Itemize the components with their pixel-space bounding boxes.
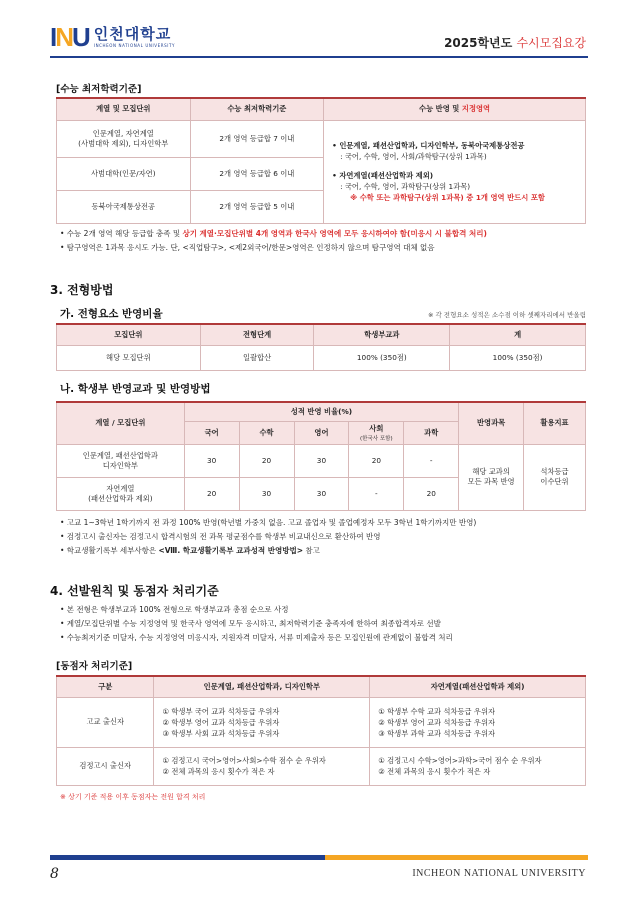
tie-header-type: 구분 <box>57 676 154 697</box>
document-title: 2025학년도 수시모집요강 <box>444 36 586 50</box>
ratio-header-unit: 모집단위 <box>57 324 201 345</box>
subsection-b-title: 나. 학생부 반영교과 및 반영방법 <box>60 383 211 395</box>
subject-notes <box>60 516 476 558</box>
record-subject-table <box>56 401 586 511</box>
subject-row-unit: 인문계열, 패션산업학과 디자인학부 <box>57 444 185 477</box>
principle-item: • 수능최저기준 미달자, 수능 지정영역 미응시자, 지원자격 미달자, 서류 미제출자 등은 모집인원에 관계없이 불합격 처리 <box>60 633 453 642</box>
subject-row-value: 30 <box>294 477 349 510</box>
csat-row-criteria: 2개 영역 등급합 7 이내 <box>190 120 324 157</box>
page-number: 8 <box>50 866 59 882</box>
csat-label: [수능 최저학력기준] <box>56 84 142 95</box>
tie-break-label: [동점자 처리기준] <box>56 661 133 672</box>
ratio-cell-record: 100% (350점) <box>314 345 450 370</box>
selection-principles <box>60 603 453 645</box>
section-3-title: 3. 전형방법 <box>50 283 114 297</box>
csat-row-criteria: 2개 영역 등급합 5 이내 <box>190 190 324 223</box>
csat-table <box>56 97 586 224</box>
tie-row-science: ① 학생부 수학 교과 석차등급 우위자 ② 학생부 영어 교과 석차등급 우위자 ③ 학생부 과학 교과 석차등급 우위자 <box>370 697 586 747</box>
ratio-header-total: 계 <box>450 324 586 345</box>
csat-header-criteria: 수능 최저학력기준 <box>190 98 324 120</box>
csat-row-unit: 동북아국제통상전공 <box>57 190 191 223</box>
principle-item: • 계열/모집단위별 수능 지정영역 및 한국사 영역에 모두 응시하고, 최저학력기준 충족자에 한하여 최종합격자로 선발 <box>60 619 441 628</box>
subject-header-course: 반영과목 <box>459 402 524 444</box>
subject-row-value: 30 <box>294 444 349 477</box>
subject-header-english: 영어 <box>294 421 349 444</box>
subject-note-1: • 고교 1~3학년 1학기까지 전 과정 100% 반영(학년별 가중치 없음. 고교 졸업자 및 졸업예정자 모두 3학년 1학기까지만 반영) <box>60 518 477 527</box>
csat-note-2: • 탐구영역은 1과목 응시도 가능. 단, <직업탐구>, <제2외국어/한문>영역은 인정하지 않으며 탐구영역 대체 없음 <box>60 243 435 252</box>
principle-item: • 본 전형은 학생부교과 100% 전형으로 학생부교과 총점 순으로 사정 <box>60 605 289 614</box>
tie-row-type: 검정고시 출신자 <box>57 747 154 785</box>
tie-row-science: ① 검정고시 수학>영어>과학>국어 점수 순 우위자 ② 전체 과목의 응시 횟수가 적은 자 <box>370 747 586 785</box>
subject-index-cell: 석차등급 이수단위 <box>524 444 586 510</box>
tie-break-table <box>56 675 586 786</box>
subject-course-cell: 해당 교과의 모든 과목 반영 <box>459 444 524 510</box>
subject-header-korean: 국어 <box>184 421 239 444</box>
header-divider <box>50 56 588 58</box>
subject-row-value: - <box>404 444 459 477</box>
tie-header-humanities: 인문계열, 패션산업학과, 디자인학부 <box>154 676 370 697</box>
ratio-cell-stage: 일괄합산 <box>200 345 314 370</box>
csat-reflect-cell: • 인문계열, 패션산업학과, 디자인학부, 동북아국제통상전공 : 국어, 수학, 영어, 사회/과학탐구(상위 1과목) • 자연계열(패션산업학과 제외) : 국어, 수학, 영어, 과학탐구(상위 1과목) ※ 수학 또는 과학탐구(상위 1과목) 중 1개 영역 반드시 포함 <box>324 120 586 223</box>
section-4-title: 4. 선발원칙 및 동점자 처리기준 <box>50 584 219 598</box>
csat-header-reflect: 수능 반영 및 지정영역 <box>324 98 586 120</box>
subject-row-unit: 자연계열 (패션산업학과 제외) <box>57 477 185 510</box>
subject-header-math: 수학 <box>239 421 294 444</box>
ratio-header-stage: 전형단계 <box>200 324 314 345</box>
page-header <box>0 0 638 60</box>
rounding-note: ※ 각 전형요소 성적은 소수점 이하 셋째자리에서 반올림 <box>427 311 586 319</box>
footer-university-name: INCHEON NATIONAL UNIVERSITY <box>412 868 586 879</box>
csat-header-unit: 계열 및 모집단위 <box>57 98 191 120</box>
csat-notes <box>60 227 487 255</box>
subject-header-unit: 계열 / 모집단위 <box>57 402 185 444</box>
csat-note-1: • 수능 2개 영역 해당 등급합 충족 및 상기 계열·모집단위별 4개 영역과 한국사 영역에 모두 응시하여야 함(미응시 시 불합격 처리) <box>60 229 487 238</box>
tie-row-humanities: ① 학생부 국어 교과 석차등급 우위자 ② 학생부 영어 교과 석차등급 우위자 ③ 학생부 사회 교과 석차등급 우위자 <box>154 697 370 747</box>
footer-bar <box>50 855 588 860</box>
subject-row-value: 20 <box>239 444 294 477</box>
subject-header-social: 사회 (한국사 포함) <box>349 421 404 444</box>
subject-row-value: - <box>349 477 404 510</box>
subject-header-ratio: 성적 반영 비율(%) <box>184 402 458 421</box>
ratio-header-record: 학생부교과 <box>314 324 450 345</box>
subject-header-science: 과학 <box>404 421 459 444</box>
subsection-a-title: 가. 전형요소 반영비율 <box>60 308 163 320</box>
csat-row-unit: 인문계열, 자연계열 (사범대학 제외), 디자인학부 <box>57 120 191 157</box>
ratio-cell-total: 100% (350점) <box>450 345 586 370</box>
subject-note-3: • 학교생활기록부 세부사항은 <Ⅷ. 학교생활기록부 교과성적 반영방법> 참고 <box>60 546 320 555</box>
subject-row-value: 20 <box>184 477 239 510</box>
logo-mark: INU <box>50 22 89 52</box>
university-logo <box>50 24 175 50</box>
subject-row-value: 20 <box>349 444 404 477</box>
subject-row-value: 30 <box>184 444 239 477</box>
tie-row-type: 고교 출신자 <box>57 697 154 747</box>
logo-korean-name: 인천대학교 <box>93 25 172 43</box>
logo-english-name: INCHEON NATIONAL UNIVERSITY <box>93 43 176 48</box>
selection-ratio-table <box>56 323 586 371</box>
csat-row-criteria: 2개 영역 등급합 6 이내 <box>190 157 324 190</box>
subject-note-2: • 검정고시 출신자는 검정고시 합격시험의 전 과목 평균점수를 학생부 비교내신으로 환산하여 반영 <box>60 532 381 541</box>
tie-header-science: 자연계열(패션산업학과 제외) <box>370 676 586 697</box>
subject-row-value: 30 <box>239 477 294 510</box>
subject-row-value: 20 <box>404 477 459 510</box>
ratio-cell-unit: 해당 모집단위 <box>57 345 201 370</box>
tie-row-humanities: ① 검정고시 국어>영어>사회>수학 점수 순 우위자 ② 전체 과목의 응시 횟수가 적은 자 <box>154 747 370 785</box>
tie-footer-note: ※ 상기 기준 적용 이후 동점자는 전원 합격 처리 <box>60 793 206 801</box>
subject-header-index: 활용지표 <box>524 402 586 444</box>
csat-row-unit: 사범대학(인문/자연) <box>57 157 191 190</box>
